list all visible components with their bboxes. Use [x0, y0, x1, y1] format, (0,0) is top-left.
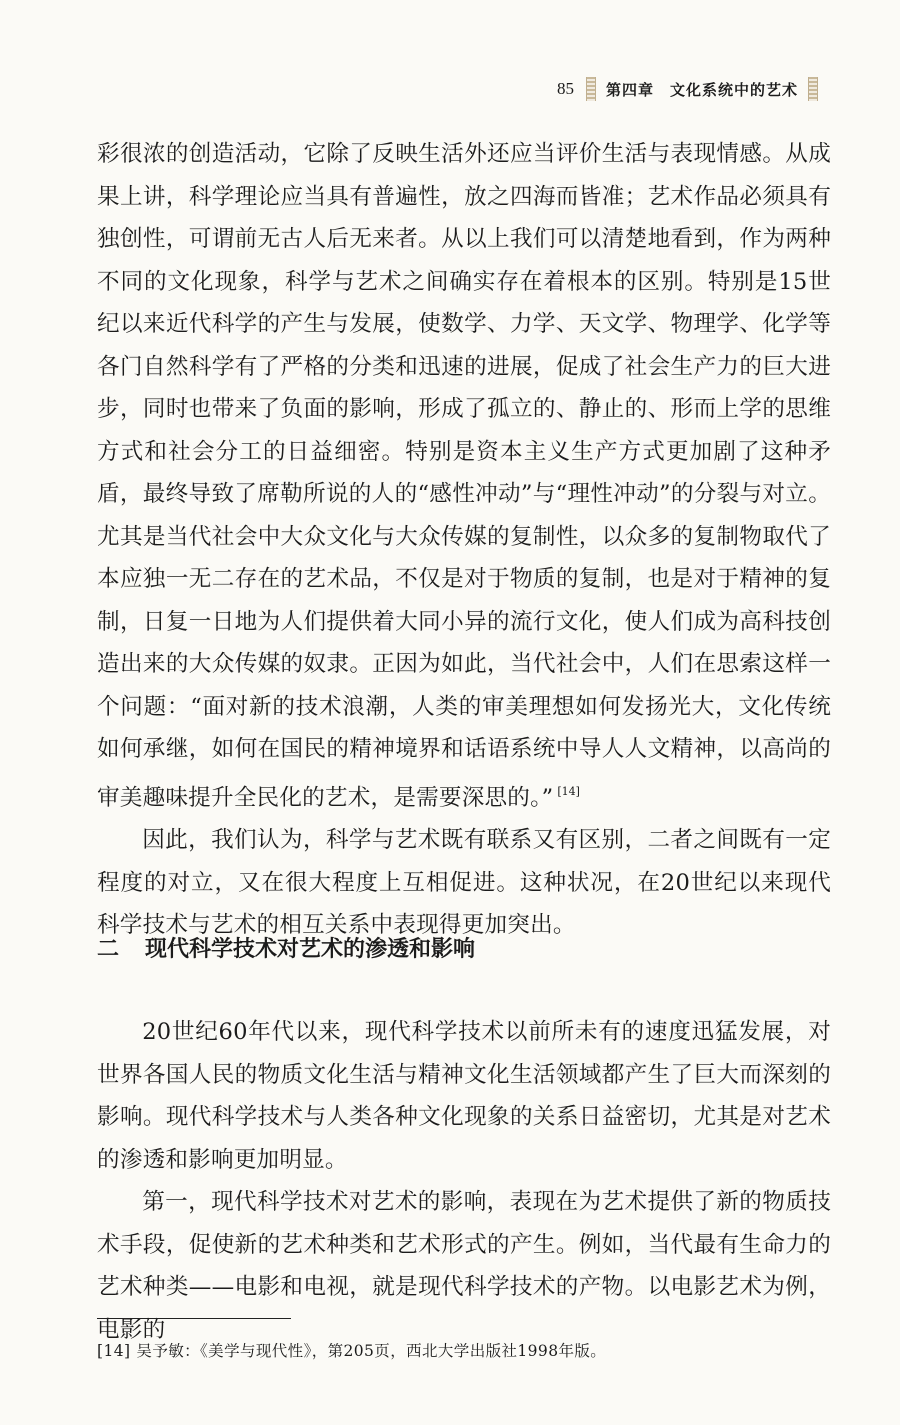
- page-number: 85: [556, 79, 574, 98]
- body-paragraph: 第一，现代科学技术对艺术的影响，表现在为艺术提供了新的物质技术手段，促使新的艺术种类和艺术形式的产生。例如，当代最有生命力的艺术种类——电影和电视，就是现代科学技术的产物。以电影艺术为例，电影的: [97, 1189, 831, 1343]
- footnote: [97, 1340, 606, 1362]
- section-number: 二: [97, 937, 120, 962]
- section-heading: [97, 928, 475, 972]
- header-ornament-right: [808, 77, 818, 101]
- body-text-top: [97, 133, 831, 947]
- footnote-marker: [14]: [97, 1342, 131, 1360]
- body-text-section: [97, 1011, 831, 1351]
- body-paragraph-continued: [97, 133, 831, 819]
- section-title: 现代科学技术对艺术的渗透和影响: [145, 937, 476, 962]
- header-ornament-left: [586, 77, 596, 101]
- paragraph-text: 彩很浓的创造活动，它除了反映生活外还应当评价生活与表现情感。从成果上讲，科学理论应当具有普遍性，放之四海而皆准；艺术作品必须具有独创性，可谓前无古人后无来者。从以上我们可以清楚地看到，作为两种不同的文化现象，科学与艺术之间确实存在着根本的区别。特别是15世纪以来近代科学的产生与发展，使数学、力学、天文学、物理学、化学等各门自然科学有了严格的分类和迅速的进展，促成了社会生产力的巨大进步，同时也带来了负面的影响，形成了孤立的、静止的、形而上学的思维方式和社会分工的日益细密。特别是资本主义生产方式更加剧了这种矛盾，最终导致了席勒所说的人的“感性冲动”与“理性冲动”的分裂与对立。尤其是当代社会中大众文化与大众传媒的复制性，以众多的复制物取代了本应独一无二存在的艺术品，不仅是对于物质的复制，也是对于精神的复制，日复一日地为人们提供着大同小异的流行文化，使人们成为高科技创造出来的大众传媒的奴隶。正因为如此，当代社会中，人们在思索这样一个问题：“面对新的技术浪潮，人类的审美理想如何发扬光大，文化传统如何承继，如何在国民的精神境界和话语系统中导人人文精神，以高尚的审美趣味提升全民化的艺术，是需要深思的。”: [97, 141, 831, 811]
- footnote-text: 吴予敏：《美学与现代性》，第205页，西北大学出版社1998年版。: [136, 1342, 607, 1360]
- body-paragraph: 20世纪60年代以来，现代科学技术以前所未有的速度迅猛发展，对世界各国人民的物质文化生活与精神文化生活领域都产生了巨大而深刻的影响。现代科学技术与人类各种文化现象的关系日益密切，尤其是对艺术的渗透和影响更加明显。: [97, 1019, 831, 1173]
- body-paragraph: 因此，我们认为，科学与艺术既有联系又有区别，二者之间既有一定程度的对立，又在很大程度上互相促进。这种状况，在20世纪以来现代科学技术与艺术的相互关系中表现得更加突出。: [97, 827, 831, 938]
- chapter-title: 第四章 文化系统中的艺术: [605, 80, 798, 99]
- running-header: [557, 76, 818, 102]
- citation-marker: [14]: [557, 784, 580, 798]
- footnote-divider: [97, 1318, 291, 1319]
